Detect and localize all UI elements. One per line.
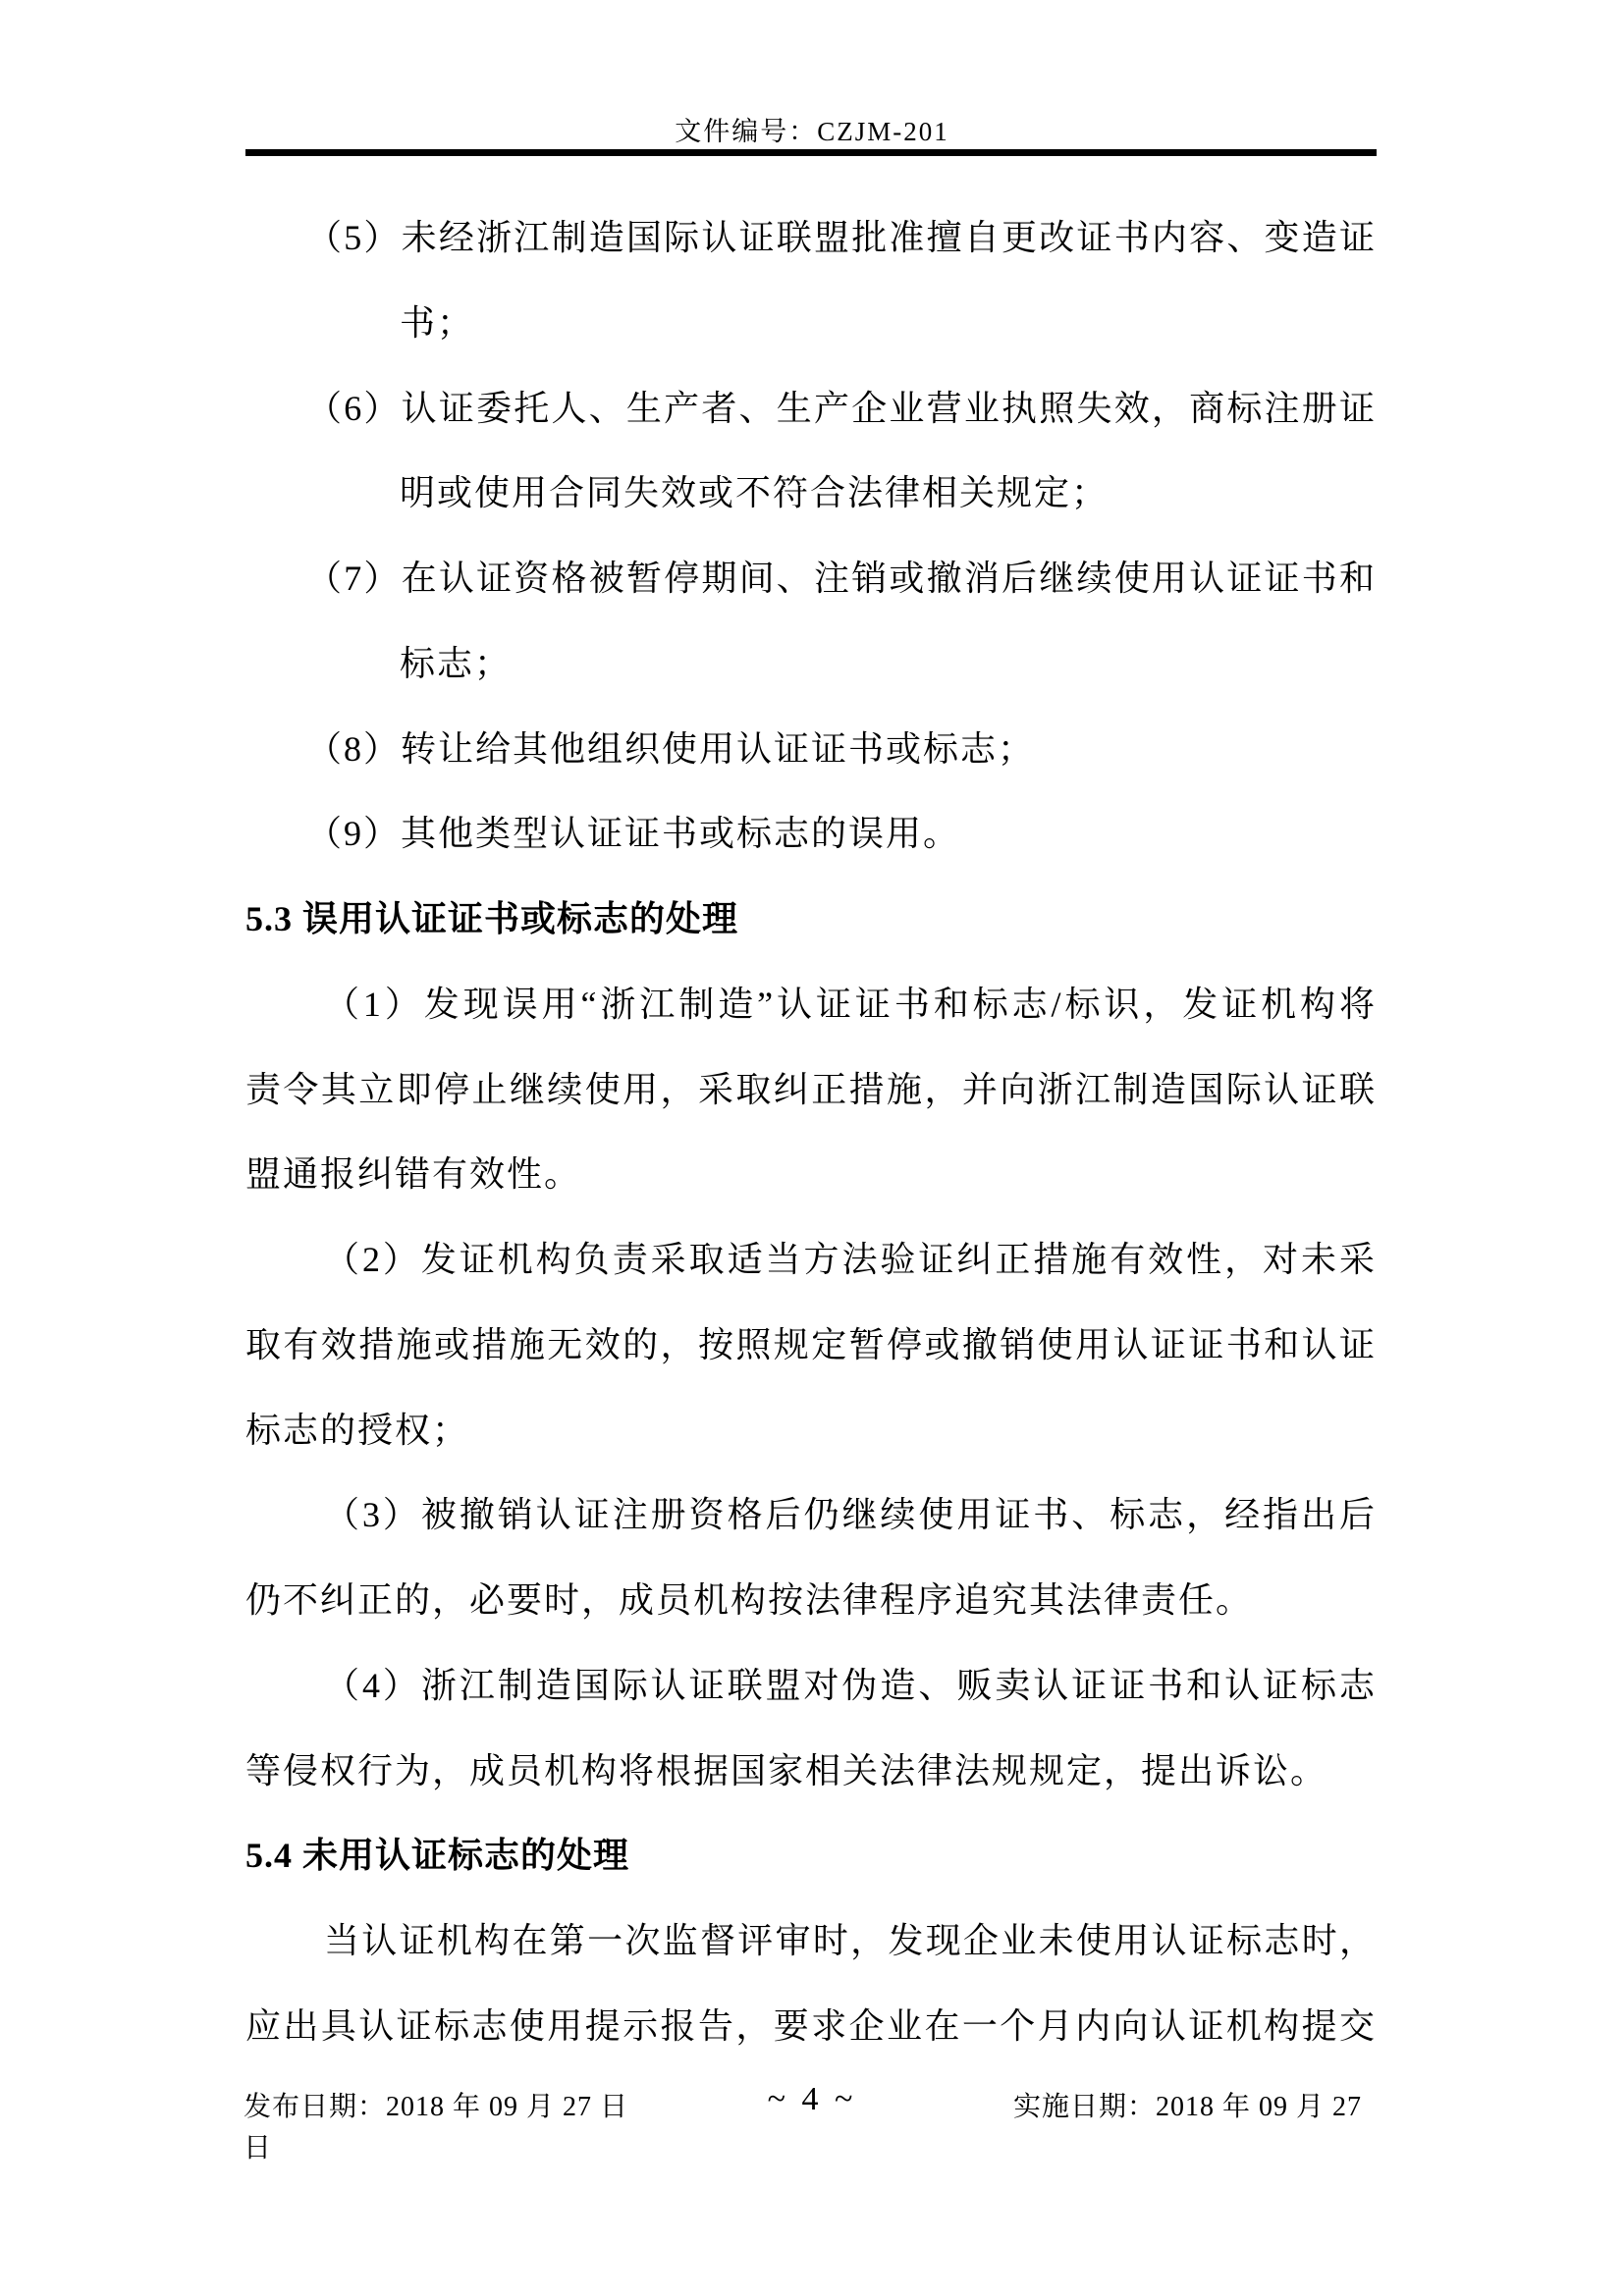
para-2-line-3: 标志的授权； (245, 1410, 470, 1450)
para-5-line-1: 当认证机构在第一次监督评审时，发现企业未使用认证标志时， (324, 1921, 1375, 1960)
para-5-line-2: 应出具认证标志使用提示报告，要求企业在一个月内向认证机构提交 (245, 2005, 1375, 2046)
list-item-5: （5）未经浙江制造国际认证联盟批准擅自更改证书内容、变造证 (306, 218, 1375, 257)
list-item-6: （6）认证委托人、生产者、生产企业营业执照失效，商标注册证 (306, 388, 1375, 428)
document-body (245, 195, 1375, 2069)
para-3-line-2: 仍不纠正的，必要时，成员机构按法律程序追究其法律责任。 (245, 1580, 1254, 1620)
list-item-6-cont: 明或使用合同失效或不符合法律相关规定； (400, 473, 1110, 513)
footer-release-date: 发布日期：2018 年 09 月 27 日 (244, 2092, 629, 2122)
doc-number: 文件编号：CZJM-201 (675, 117, 949, 146)
section-heading-5-4: 5.4 未用认证标志的处理 (245, 1836, 630, 1876)
list-item-9: （9）其他类型认证证书或标志的误用。 (306, 814, 961, 854)
header-rule (245, 149, 1377, 156)
footer-implement-wrap: 日 (244, 2133, 272, 2163)
para-4-line-2: 等侵权行为，成员机构将根据国家相关法律法规规定，提出诉讼。 (245, 1750, 1328, 1790)
para-1-line-2: 责令其立即停止继续使用，采取纠正措施，并向浙江制造国际认证联 (245, 1069, 1375, 1109)
para-2-line-1: （2）发证机构负责采取适当方法验证纠正措施有效性，对未采 (324, 1240, 1375, 1279)
footer-implement-date: 实施日期：2018 年 09 月 27 (1013, 2092, 1363, 2122)
list-item-7-cont: 标志； (400, 643, 513, 683)
list-item-7: （7）在认证资格被暂停期间、注销或撤消后继续使用认证证书和 (306, 559, 1375, 598)
para-2-line-2: 取有效措施或措施无效的，按照规定暂停或撤销使用认证证书和认证 (245, 1324, 1375, 1364)
list-item-5-cont: 书； (400, 302, 475, 343)
footer-page-number: ~ 4 ~ (767, 2081, 857, 2117)
para-1-line-1: （1）发现误用“浙江制造”认证证书和标志/标识，发证机构将 (324, 984, 1375, 1024)
list-item-8: （8）转让给其他组织使用认证证书或标志； (306, 728, 1036, 769)
section-heading-5-3: 5.3 误用认证证书或标志的处理 (245, 899, 739, 938)
para-3-line-1: （3）被撤销认证注册资格后仍继续使用证书、标志，经指出后 (324, 1495, 1375, 1535)
para-4-line-1: （4）浙江制造国际认证联盟对伪造、贩卖认证证书和认证标志 (324, 1665, 1375, 1705)
para-1-line-3: 盟通报纠错有效性。 (245, 1154, 582, 1195)
